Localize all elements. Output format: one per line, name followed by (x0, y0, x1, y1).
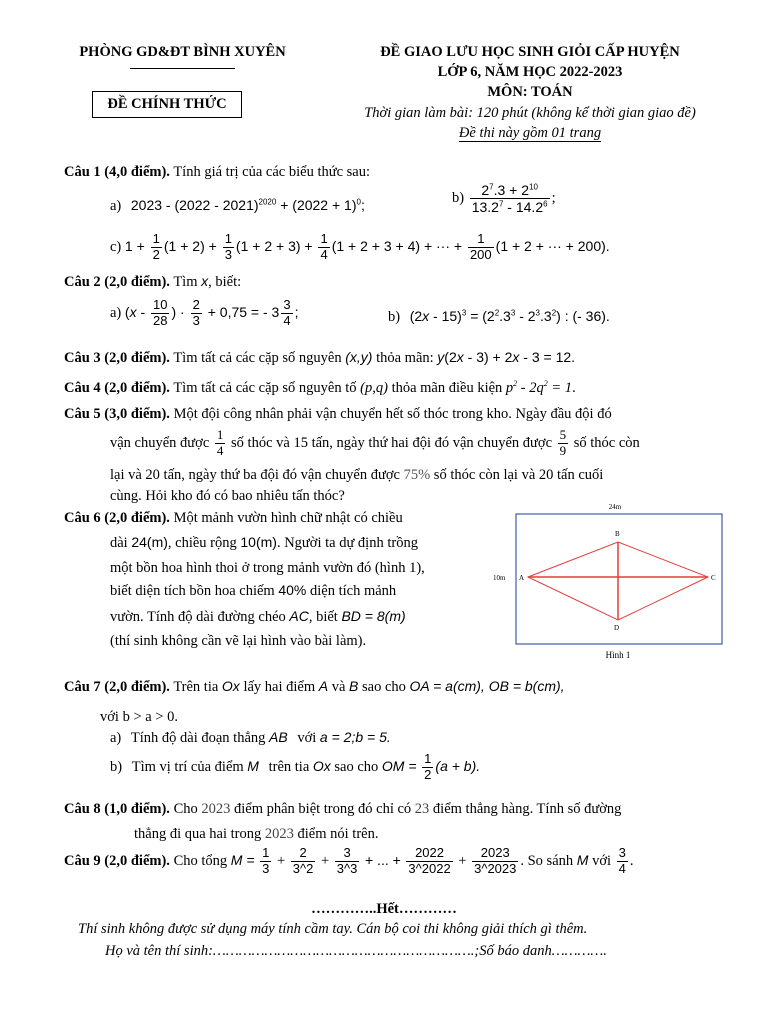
q7-head: Câu 7 (2,0 điểm). (64, 679, 170, 695)
exam-time: Thời gian làm bài: 120 phút (không kể thời gian giao đề) (364, 105, 696, 121)
q1-b-label: b) (452, 189, 465, 206)
q2-b: b) $(2x - 15)^3 = (2^2.3^3 - 2^3.3^2)$ : (- 36). (388, 308, 610, 325)
point-d: D (614, 624, 620, 632)
end-marker: …………..Hết………… (311, 901, 457, 917)
q1-a: a) $2023 - (2022 - 2021)^{2020} + (2022 + 1)^0$; (110, 197, 365, 214)
q5-line-3: lại và 20 tấn, ngày thứ ba đội đó vận chuyển được 75% số thóc còn lại và 20 tấn cuối (110, 467, 604, 483)
q1-a-label: a) (110, 198, 122, 214)
department-name: PHÒNG GD&ĐT BÌNH XUYÊN (79, 44, 286, 60)
point-c: C (711, 574, 716, 582)
q1-b: b) $\frac{2^7.3 + 2^{10}}{13.2^7 - 14.2^6}$ ; (452, 182, 556, 216)
q5-head: Câu 5 (3,0 điểm). (64, 406, 170, 422)
q6-line-4: biết diện tích bồn hoa chiếm 40% diện tích mảnh (110, 582, 397, 599)
question-6: Câu 6 (2,0 điểm). Một mảnh vườn hình chữ nhật có chiều (64, 510, 403, 526)
question-9: Câu 9 (2,0 điểm). Cho tổng M = $\frac{1}{3}$ + $\frac{2}{3\^{}2}$ + $\frac{3}{3\^{}3}$ + ... + $\frac{2022}{3\^{}2022}$ + $\frac{2023}{3\^{}2023}$ . So sánh M với $\frac{3}{4}$ . (64, 845, 634, 876)
fig-caption: Hình 1 (605, 650, 631, 660)
q7-a: a) Tính độ dài đoạn thẳng AB với a = 2;b = 5. (110, 729, 391, 746)
question-5 (64, 404, 612, 425)
q5-line-2: vận chuyển được $\frac{1}{4}$ số thóc và 15 tấn, ngày thứ hai đội đó vận chuyển được $\frac{5}{9}$ số thóc còn (110, 427, 640, 458)
q3-head: Câu 3 (2,0 điểm). (64, 350, 170, 366)
q8-line-2: thẳng đi qua hai trong 2023 điểm nói trên. (134, 826, 379, 842)
q9-head: Câu 9 (2,0 điểm). (64, 852, 170, 869)
question-3: Câu 3 (2,0 điểm). Tìm tất cả các cặp số nguyên (x,y) thỏa mãn: y(2x - 3) + 2x - 3 = 12. (64, 349, 576, 366)
fig-left-label: 10m (493, 574, 506, 582)
q1-c: c) 1 + $\frac{1}{2}$ (1 + 2) + $\frac{1}{3}$ (1 + 2 + 3) + $\frac{1}{4}$ (1 + 2 + 3 + 4) + ··· + $\frac{1}{200}$ (1 + 2 + ··· + 200). (110, 231, 610, 262)
exam-pages: Đề thi này gồm 01 trang (458, 125, 602, 141)
footer-note: Thí sinh không được sử dụng máy tính cầm tay. Cán bộ coi thi không giải thích gì thêm. (78, 921, 588, 937)
q6-line-5: vườn. Tính độ dài đường chéo AC, biết BD = 8(m) (110, 608, 406, 625)
q2-head: Câu 2 (2,0 điểm). (64, 274, 170, 290)
question-8: Câu 8 (1,0 điểm). Cho 2023 điểm phân biệt trong đó chỉ có 23 điểm thẳng hàng. Tính số đường (64, 801, 622, 817)
q2-a: a) (x - $\frac{10}{28}$ ) · $\frac{2}{3}$ + 0,75 = - 3 $\frac{3}{4}$ ; (110, 297, 299, 328)
question-7: Câu 7 (2,0 điểm). Trên tia Ox lấy hai điểm A và B sao cho OA = a(cm), OB = b(cm), (64, 678, 565, 695)
question-4: Câu 4 (2,0 điểm). Tìm tất cả các cặp số nguyên tố (p,q) thỏa mãn điều kiện $p^2 - 2q^2 = 1$. (64, 379, 576, 396)
exam-pages-wrap (320, 123, 740, 144)
q5-line-1: Một đội công nhân phải vận chuyển hết số thóc trong kho. Ngày đầu đội đó (173, 406, 612, 422)
q4-head: Câu 4 (2,0 điểm). (64, 380, 170, 396)
q6-line-3: một bồn hoa hình thoi ở trong mảnh vườn đó (hình 1), (110, 560, 425, 576)
q1-c-label: c) (110, 239, 122, 256)
official-badge: ĐỀ CHÍNH THỨC (92, 91, 242, 118)
question-1 (64, 162, 370, 183)
q2-b-label: b) (388, 309, 401, 325)
fig-top-label: 24m (608, 503, 622, 511)
point-a: A (519, 574, 525, 582)
question-2: Câu 2 (2,0 điểm). Tìm x, biết: (64, 273, 242, 290)
q1-text: Tính giá trị của các biểu thức sau: (173, 164, 370, 180)
q7-b: b) Tìm vị trí của điểm M trên tia Ox sao cho OM = $\frac{1}{2}$ (a + b). (110, 751, 481, 782)
q5-line-4: cùng. Hỏi kho đó có bao nhiêu tấn thóc? (110, 488, 345, 504)
q6-head: Câu 6 (2,0 điểm). (64, 510, 170, 526)
q6-line-2: dài 24(m), chiều rộng 10(m). Người ta dự định trồng (110, 534, 418, 551)
candidate-info: Họ và tên thí sinh:…………………………………………………….;Số báo danh…………. (105, 943, 607, 959)
exam-title: ĐỀ GIAO LƯU HỌC SINH GIỎI CẤP HUYỆN (380, 44, 680, 60)
exam-subject: MÔN: TOÁN (487, 84, 573, 100)
q7-line-2: với b > a > 0. (100, 709, 178, 725)
q8-head: Câu 8 (1,0 điểm). (64, 801, 170, 817)
q2-a-label: a) (110, 305, 122, 322)
q1-head: Câu 1 (4,0 điểm). (64, 164, 170, 180)
rhombus-figure (490, 500, 730, 665)
q6-line-6: (thí sinh không cần vẽ lại hình vào bài làm). (110, 633, 367, 649)
header-divider (130, 68, 235, 69)
exam-grade: LỚP 6, NĂM HỌC 2022-2023 (437, 64, 623, 80)
point-b: B (615, 530, 620, 538)
